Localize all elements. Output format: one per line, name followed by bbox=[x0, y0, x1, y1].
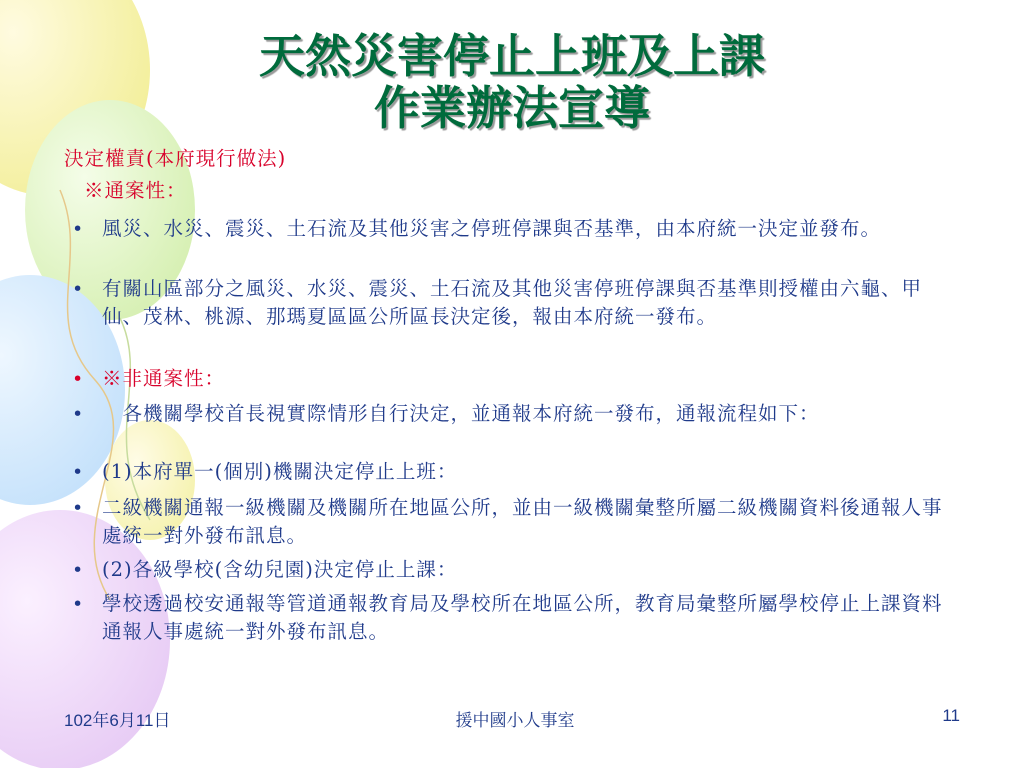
slide-title-line-2: 作業辦法宣導 bbox=[374, 81, 650, 135]
slide-title-line-1: 天然災害停止上班及上課 bbox=[259, 29, 765, 83]
footer-organization: 援中國小人事室 bbox=[455, 711, 575, 730]
list-item: 風災、水災、震災、土石流及其他災害之停班停課與否基準，由本府統一決定並發布。 bbox=[102, 217, 882, 240]
non-general-case-label: ※非通案性： bbox=[102, 367, 226, 390]
bullet-icon: • bbox=[72, 497, 85, 519]
bullet-icon: • bbox=[72, 368, 85, 390]
list-item: 二級機關通報一級機關及機關所在地區公所，並由一級機關彙整所屬二級機關資料後通報人事處統一對外發布訊息。 bbox=[102, 496, 943, 547]
list-item: 各機關學校首長視實際情形自行決定，並通報本府統一發布，通報流程如下： bbox=[102, 402, 820, 425]
general-case-label: ※通案性： bbox=[84, 179, 187, 202]
list-item: (2)各級學校(含幼兒園)決定停止上課： bbox=[102, 558, 458, 581]
page-number: 11 bbox=[942, 706, 960, 725]
section-heading: 決定權責(本府現行做法) bbox=[64, 147, 287, 170]
bullet-icon: • bbox=[72, 593, 85, 615]
list-item: 學校透過校安通報等管道通報教育局及學校所在地區公所，教育局彙整所屬學校停止上課資料通報人事處統一對外發布訊息。 bbox=[102, 592, 943, 643]
bullet-icon: • bbox=[72, 403, 85, 425]
bullet-icon: • bbox=[72, 559, 85, 581]
bullet-icon: • bbox=[72, 218, 85, 240]
list-item: 有關山區部分之風災、水災、震災、土石流及其他災害停班停課與否基準則授權由六龜、甲仙、茂林、桃源、那瑪夏區區公所區長決定後，報由本府統一發布。 bbox=[102, 277, 923, 328]
bullet-icon: • bbox=[72, 461, 85, 483]
bullet-icon: • bbox=[72, 278, 85, 300]
footer-date: 102年6月11日 bbox=[64, 711, 171, 730]
list-item: (1)本府單一(個別)機關決定停止上班： bbox=[102, 460, 458, 483]
